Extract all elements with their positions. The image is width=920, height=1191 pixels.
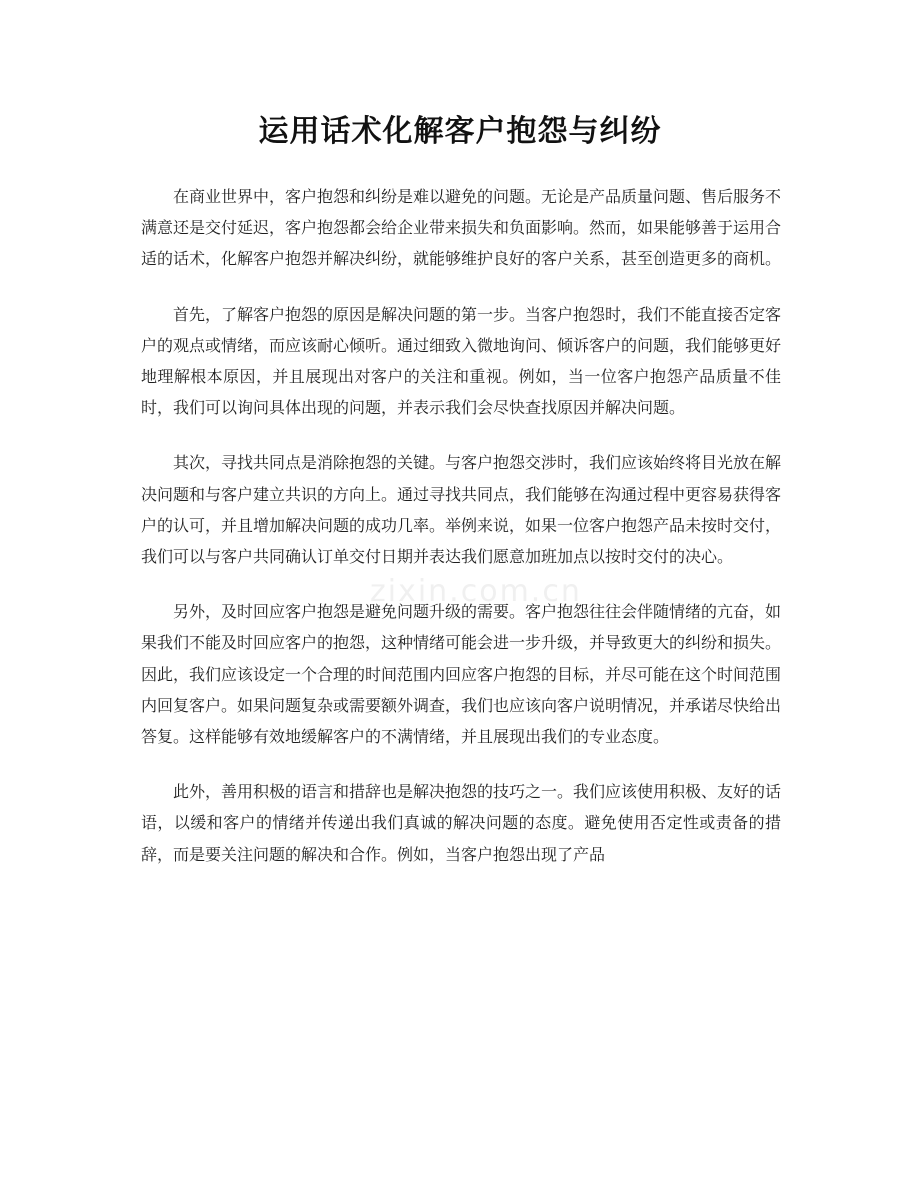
paragraph-2: 首先，了解客户抱怨的原因是解决问题的第一步。当客户抱怨时，我们不能直接否定客户的观点或情绪，而应该耐心倾听。通过细致入微地询问、倾诉客户的问题，我们能够更好地理解根本原因，并且展现出对客户的关注和重视。例如，当一位客户抱怨产品质量不佳时，我们可以询问具体出现的问题，并表示我们会尽快查找原因并解决问题。	[141, 304, 782, 418]
paragraph-3: 其次，寻找共同点是消除抱怨的关键。与客户抱怨交涉时，我们应该始终将目光放在解决问题和与客户建立共识的方向上。通过寻找共同点，我们能够在沟通过程中更容易获得客户的认可，并且增加解决问题的成功几率。举例来说，如果一位客户抱怨产品未按时交付，我们可以与客户共同确认订单交付日期并表达我们愿意加班加点以按时交付的决心。	[141, 453, 782, 567]
paragraph-5: 此外，善用积极的语言和措辞也是解决抱怨的技巧之一。我们应该使用积极、友好的话语，以缓和客户的情绪并传递出我们真诚的解决问题的态度。避免使用否定性或责备的措辞，而是要关注问题的解决和合作。例如，当客户抱怨出现了产品	[141, 782, 782, 864]
paragraph-1: 在商业世界中，客户抱怨和纠纷是难以避免的问题。无论是产品质量问题、售后服务不满意还是交付延迟，客户抱怨都会给企业带来损失和负面影响。然而，如果能够善于运用合适的话术，化解客户抱怨并解决纠纷，就能够维护良好的客户关系，甚至创造更多的商机。	[141, 187, 782, 269]
document-title: 运用话术化解客户抱怨与纠纷	[258, 114, 662, 149]
paragraph-4: 另外，及时回应客户抱怨是避免问题升级的需要。客户抱怨往往会伴随情绪的亢奋，如果我们不能及时回应客户的抱怨，这种情绪可能会进一步升级，并导致更大的纠纷和损失。因此，我们应该设定一个合理的时间范围内回应客户抱怨的目标，并尽可能在这个时间范围内回复客户。如果问题复杂或需要额外调查，我们也应该向客户说明情况，并承诺尽快给出答复。这样能够有效地缓解客户的不满情绪，并且展现出我们的专业态度。	[141, 602, 782, 747]
document-body	[141, 181, 781, 894]
watermark: zixin.com.cn	[370, 574, 582, 609]
